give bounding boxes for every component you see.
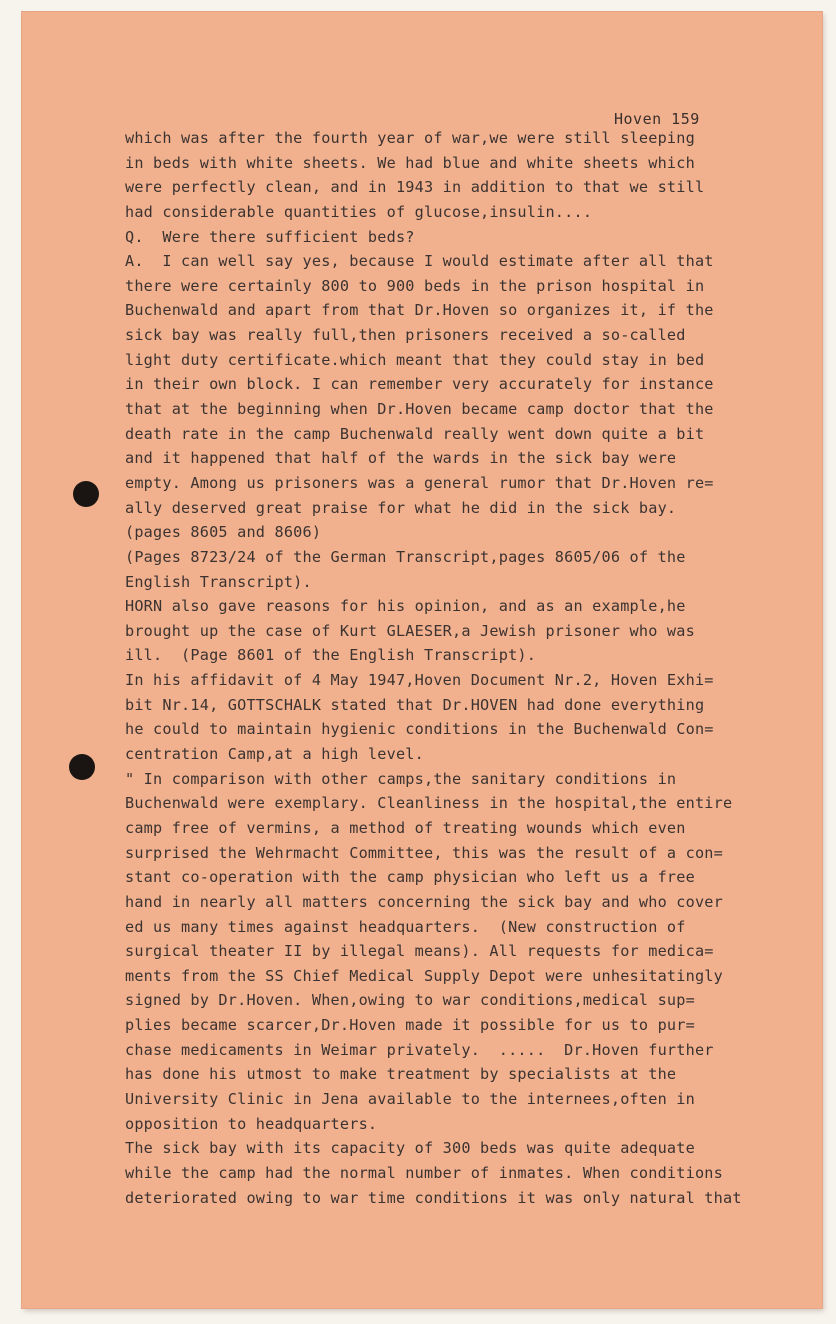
text-line: empty. Among us prisoners was a general rumor that Dr.Hoven re= [125, 473, 714, 492]
text-line: In his affidavit of 4 May 1947,Hoven Document Nr.2, Hoven Exhi= [125, 671, 714, 690]
text-line: bit Nr.14, GOTTSCHALK stated that Dr.HOVEN had done everything [125, 695, 705, 714]
text-line: surprised the Wehrmacht Committee, this was the result of a con= [125, 843, 723, 862]
text-line: had considerable quantities of glucose,insulin.... [125, 202, 593, 221]
text-line: in beds with white sheets. We had blue and white sheets which [125, 153, 695, 172]
document-page [22, 12, 822, 1308]
punch-hole [73, 481, 99, 507]
text-line: ed us many times against headquarters. (New construction of [125, 917, 686, 936]
text-line: ments from the SS Chief Medical Supply Depot were unhesitatingly [125, 966, 723, 985]
text-line: (Pages 8723/24 of the German Transcript,pages 8605/06 of the [125, 547, 686, 566]
text-line: Buchenwald and apart from that Dr.Hoven so organizes it, if the [125, 301, 714, 320]
text-line: The sick bay with its capacity of 300 beds was quite adequate [125, 1139, 695, 1158]
text-line: surgical theater II by illegal means). All requests for medica= [125, 942, 714, 961]
text-line: he could to maintain hygienic conditions in the Buchenwald Con= [125, 720, 714, 739]
text-line: hand in nearly all matters concerning the sick bay and who cover [125, 892, 723, 911]
text-line: while the camp had the normal number of inmates. When conditions [125, 1163, 723, 1182]
text-line: (pages 8605 and 8606) [125, 523, 322, 542]
text-line: English Transcript). [125, 572, 312, 591]
text-line: ill. (Page 8601 of the English Transcript). [125, 646, 537, 665]
text-line: light duty certificate.which meant that they could stay in bed [125, 350, 705, 369]
question-line: Q. Were there sufficient beds? [125, 227, 415, 246]
answer-line: A. I can well say yes, because I would estimate after all that [125, 252, 714, 271]
text-line: chase medicaments in Weimar privately. ..... Dr.Hoven further [125, 1040, 714, 1059]
text-line: camp free of vermins, a method of treating wounds which even [125, 818, 686, 837]
text-line: were perfectly clean, and in 1943 in addition to that we still [125, 178, 705, 197]
text-line: in their own block. I can remember very accurately for instance [125, 375, 714, 394]
text-line: death rate in the camp Buchenwald really went down quite a bit [125, 424, 705, 443]
text-line: HORN also gave reasons for his opinion, and as an example,he [125, 597, 686, 616]
text-line: Buchenwald were exemplary. Cleanliness in the hospital,the entire [125, 794, 733, 813]
text-line: " In comparison with other camps,the sanitary conditions in [125, 769, 677, 788]
text-line: opposition to headquarters. [125, 1114, 378, 1133]
text-line: and it happened that half of the wards in the sick bay were [125, 449, 677, 468]
text-line: stant co-operation with the camp physician who left us a free [125, 868, 695, 887]
text-line: there were certainly 800 to 900 beds in the prison hospital in [125, 276, 705, 295]
text-line: ally deserved great praise for what he did in the sick bay. [125, 498, 677, 517]
text-line: centration Camp,at a high level. [125, 745, 424, 764]
typed-text-body [125, 126, 785, 1210]
punch-hole [69, 754, 95, 780]
text-line: which was after the fourth year of war,we were still sleeping [125, 129, 695, 147]
text-line: deteriorated owing to war time conditions it was only natural that [125, 1188, 742, 1207]
text-line: signed by Dr.Hoven. When,owing to war conditions,medical sup= [125, 991, 695, 1010]
text-line: plies became scarcer,Dr.Hoven made it possible for us to pur= [125, 1016, 695, 1035]
text-line: sick bay was really full,then prisoners received a so-called [125, 326, 686, 345]
text-line: brought up the case of Kurt GLAESER,a Jewish prisoner who was [125, 621, 695, 640]
page-number: Hoven 159 [614, 110, 700, 128]
text-line: has done his utmost to make treatment by specialists at the [125, 1065, 677, 1084]
text-line: that at the beginning when Dr.Hoven became camp doctor that the [125, 400, 714, 419]
text-line: University Clinic in Jena available to the internees,often in [125, 1089, 695, 1108]
